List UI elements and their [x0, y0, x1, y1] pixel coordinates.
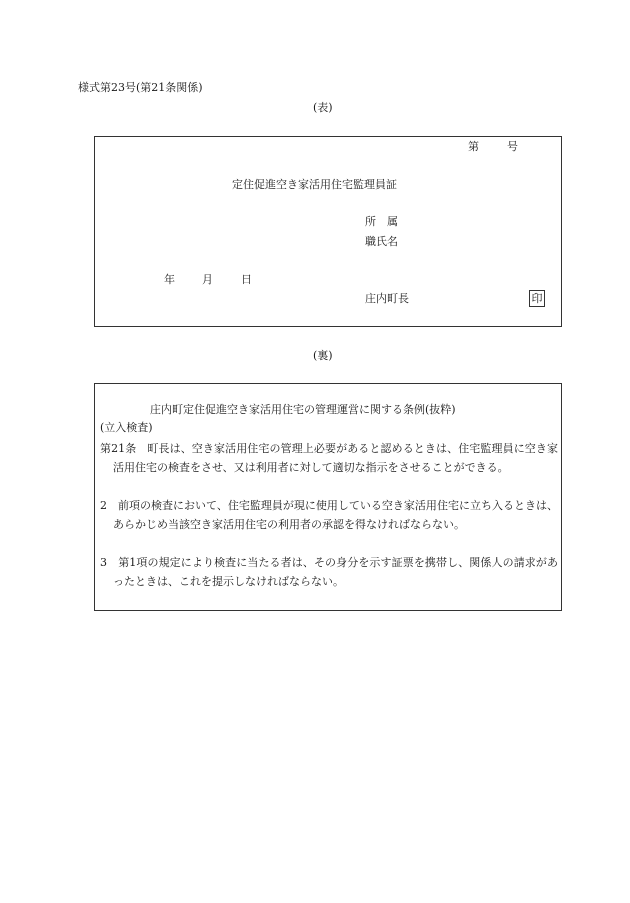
card-number-suffix: 号 — [507, 140, 518, 153]
date-day: 日 — [241, 273, 252, 286]
article-21: 第21条 町長は、空き家活用住宅の管理上必要があると認めるときは、住宅監理員に空き家活用住宅の検査をさせ、又は利用者に対して適切な指示をさせることができる。 — [100, 442, 558, 474]
ordinance-title: 庄内町定住促進空き家活用住宅の管理運営に関する条例(抜粋) — [150, 403, 456, 416]
date-year: 年 — [164, 273, 175, 286]
front-card — [94, 136, 562, 327]
ordinance-subheading: (立入検査) — [100, 421, 153, 434]
article-21-paragraph-2: 2 前項の検査において、住宅監理員が現に使用している空き家活用住宅に立ち入るときは、あらかじめ当該空き家活用住宅の利用者の承認を得なければならない。 — [100, 499, 558, 531]
article-21-paragraph-3: 3 第1項の規定により検査に当たる者は、その身分を示す証票を携帯し、関係人の請求があったときは、これを提示しなければならない。 — [100, 556, 558, 588]
seal-mark: 印 — [529, 290, 545, 307]
back-heading: (裏) — [313, 349, 333, 362]
name-label: 職氏名 — [365, 235, 398, 248]
date-month: 月 — [202, 273, 213, 286]
front-heading: (表) — [313, 101, 333, 114]
card-number-prefix: 第 — [468, 140, 479, 153]
card-title: 定住促進空き家活用住宅監理員証 — [232, 178, 397, 191]
issuer-label: 庄内町長 — [365, 292, 409, 305]
affiliation-label: 所 属 — [365, 215, 398, 228]
form-number: 様式第23号(第21条関係) — [78, 81, 203, 94]
